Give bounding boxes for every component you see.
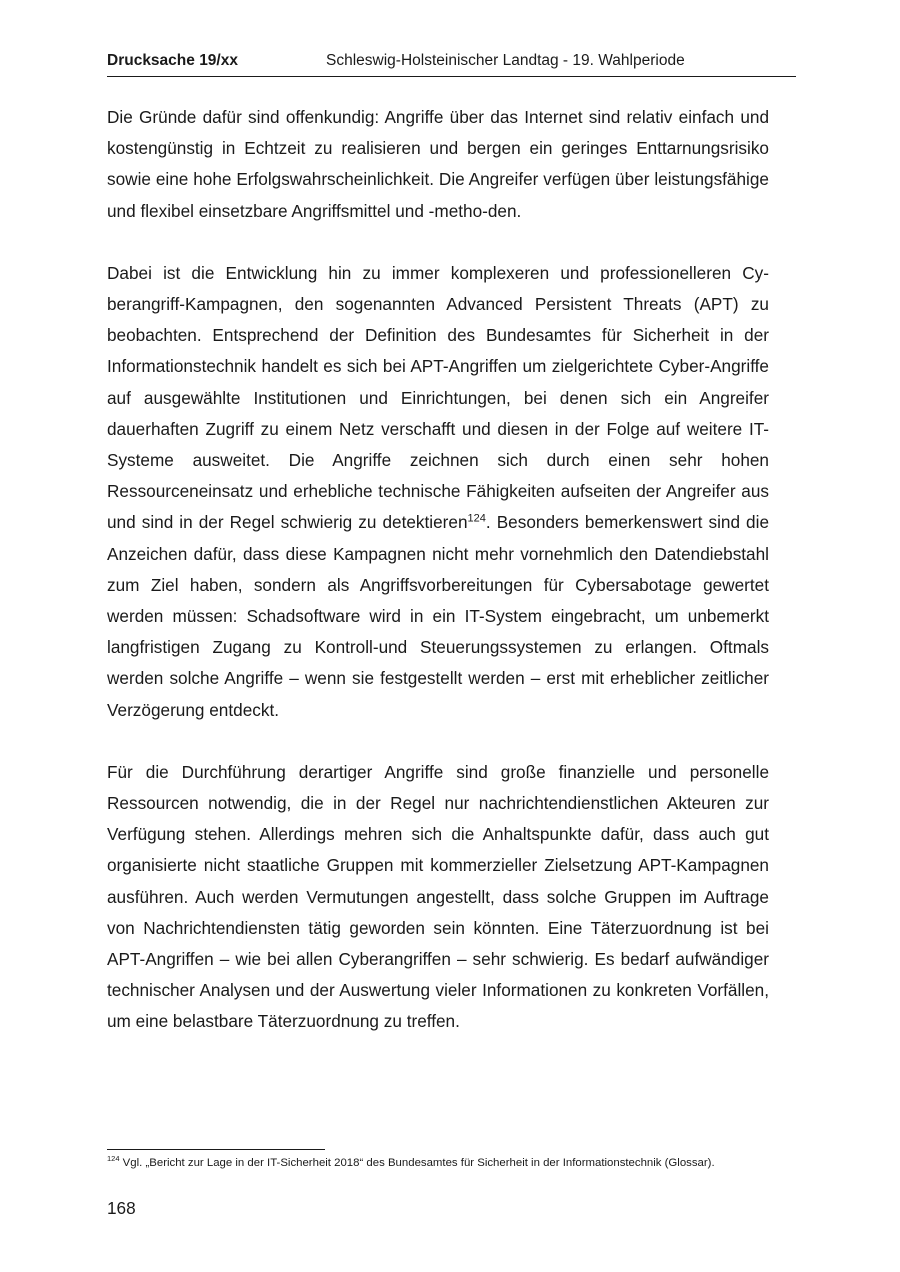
- footnote-reference: 124: [467, 512, 486, 525]
- footnote-number: 124: [107, 1154, 120, 1164]
- paragraph-2-part-1: Dabei ist die Entwicklung hin zu immer komplexeren und professionelleren Cyberangriff-Kampagnen, den sogenannten Advanced Persistent Threats (APT) zu beobachten. Entsprechend der Definition des Bundesamtes für Sicherheit in der Informationstechnik handelt es sich bei APT-Angriffen um zielgerichtete Cyber-Angriffe auf ausgewählte Institutionen und Einrichtungen, bei denen sich ein Angreifer dauerhaften Zugriff zu einem Netz verschafft und diesen in der Folge auf weitere IT-Systeme ausweitet. Die Angriffe zeichnen sich durch einen sehr hohen Ressourceneinsatz und erhebliche technische Fähigkeiten aufseiten der Angreifer aus und sind in der Regel schwierig zu detektieren: [107, 262, 769, 533]
- page-header: [107, 52, 796, 77]
- document-title: Schleswig-Holsteinischer Landtag - 19. Wahlperiode: [326, 52, 685, 69]
- paragraph-2-part-2: . Besonders bemerkenswert sind die Anzeichen dafür, dass diese Kampagnen nicht mehr vornehmlich den Datendiebstahl zum Ziel haben, sondern als Angriffsvorbereitungen für Cybersabotage gewertet werden müssen: Schadsoftware wird in ein IT-System eingebracht, um unbemerkt langfristigen Zugang zu Kontroll-und Steuerungssystemen zu erlangen. Oftmals werden solche Angriffe – wenn sie festgestellt werden – erst mit erheblicher zeitlicher Verzögerung entdeckt.: [107, 512, 769, 720]
- paragraph-1: Die Gründe dafür sind offenkundig: Angriffe über das Internet sind relativ einfach und kostengünstig in Echtzeit zu realisieren und bergen ein geringes Enttarnungsrisiko sowie eine hohe Erfolgswahrscheinlichkeit. Die Angreifer verfügen über leistungsfähige und flexibel einsetzbare Angriffsmittel und -metho-den.: [107, 107, 769, 221]
- footnote-divider: [107, 1149, 325, 1150]
- footnote-text: Vgl. „Bericht zur Lage in der IT-Sicherheit 2018“ des Bundesamtes für Sicherheit in der Informationstechnik (Glossar).: [119, 1157, 715, 1169]
- paragraph-2: [107, 258, 769, 726]
- paragraph-3: Für die Durchführung derartiger Angriffe sind große finanzielle und personelle Ressourcen notwendig, die in der Regel nur nachrichtendienstlichen Akteuren zur Verfügung stehen. Allerdings mehren sich die Anhaltspunkte dafür, dass auch gut organisierte nicht staatliche Gruppen mit kommerzieller Zielsetzung APT-Kampagnen ausführen. Auch werden Vermutungen angestellt, dass solche Gruppen im Auftrage von Nachrichtendiensten tätig geworden sein könnten. Eine Täterzuordnung ist bei APT-Angriffen – wie bei allen Cyberangriffen – sehr schwierig. Es bedarf aufwändiger technischer Analysen und der Auswertung vieler Informationen zu konkreten Vorfällen, um eine belastbare Täterzuordnung zu treffen.: [107, 761, 769, 1032]
- footnote: [107, 1155, 796, 1171]
- body-text: [107, 102, 769, 1069]
- page-number: 168: [107, 1198, 136, 1218]
- document-id: Drucksache 19/xx: [107, 52, 238, 69]
